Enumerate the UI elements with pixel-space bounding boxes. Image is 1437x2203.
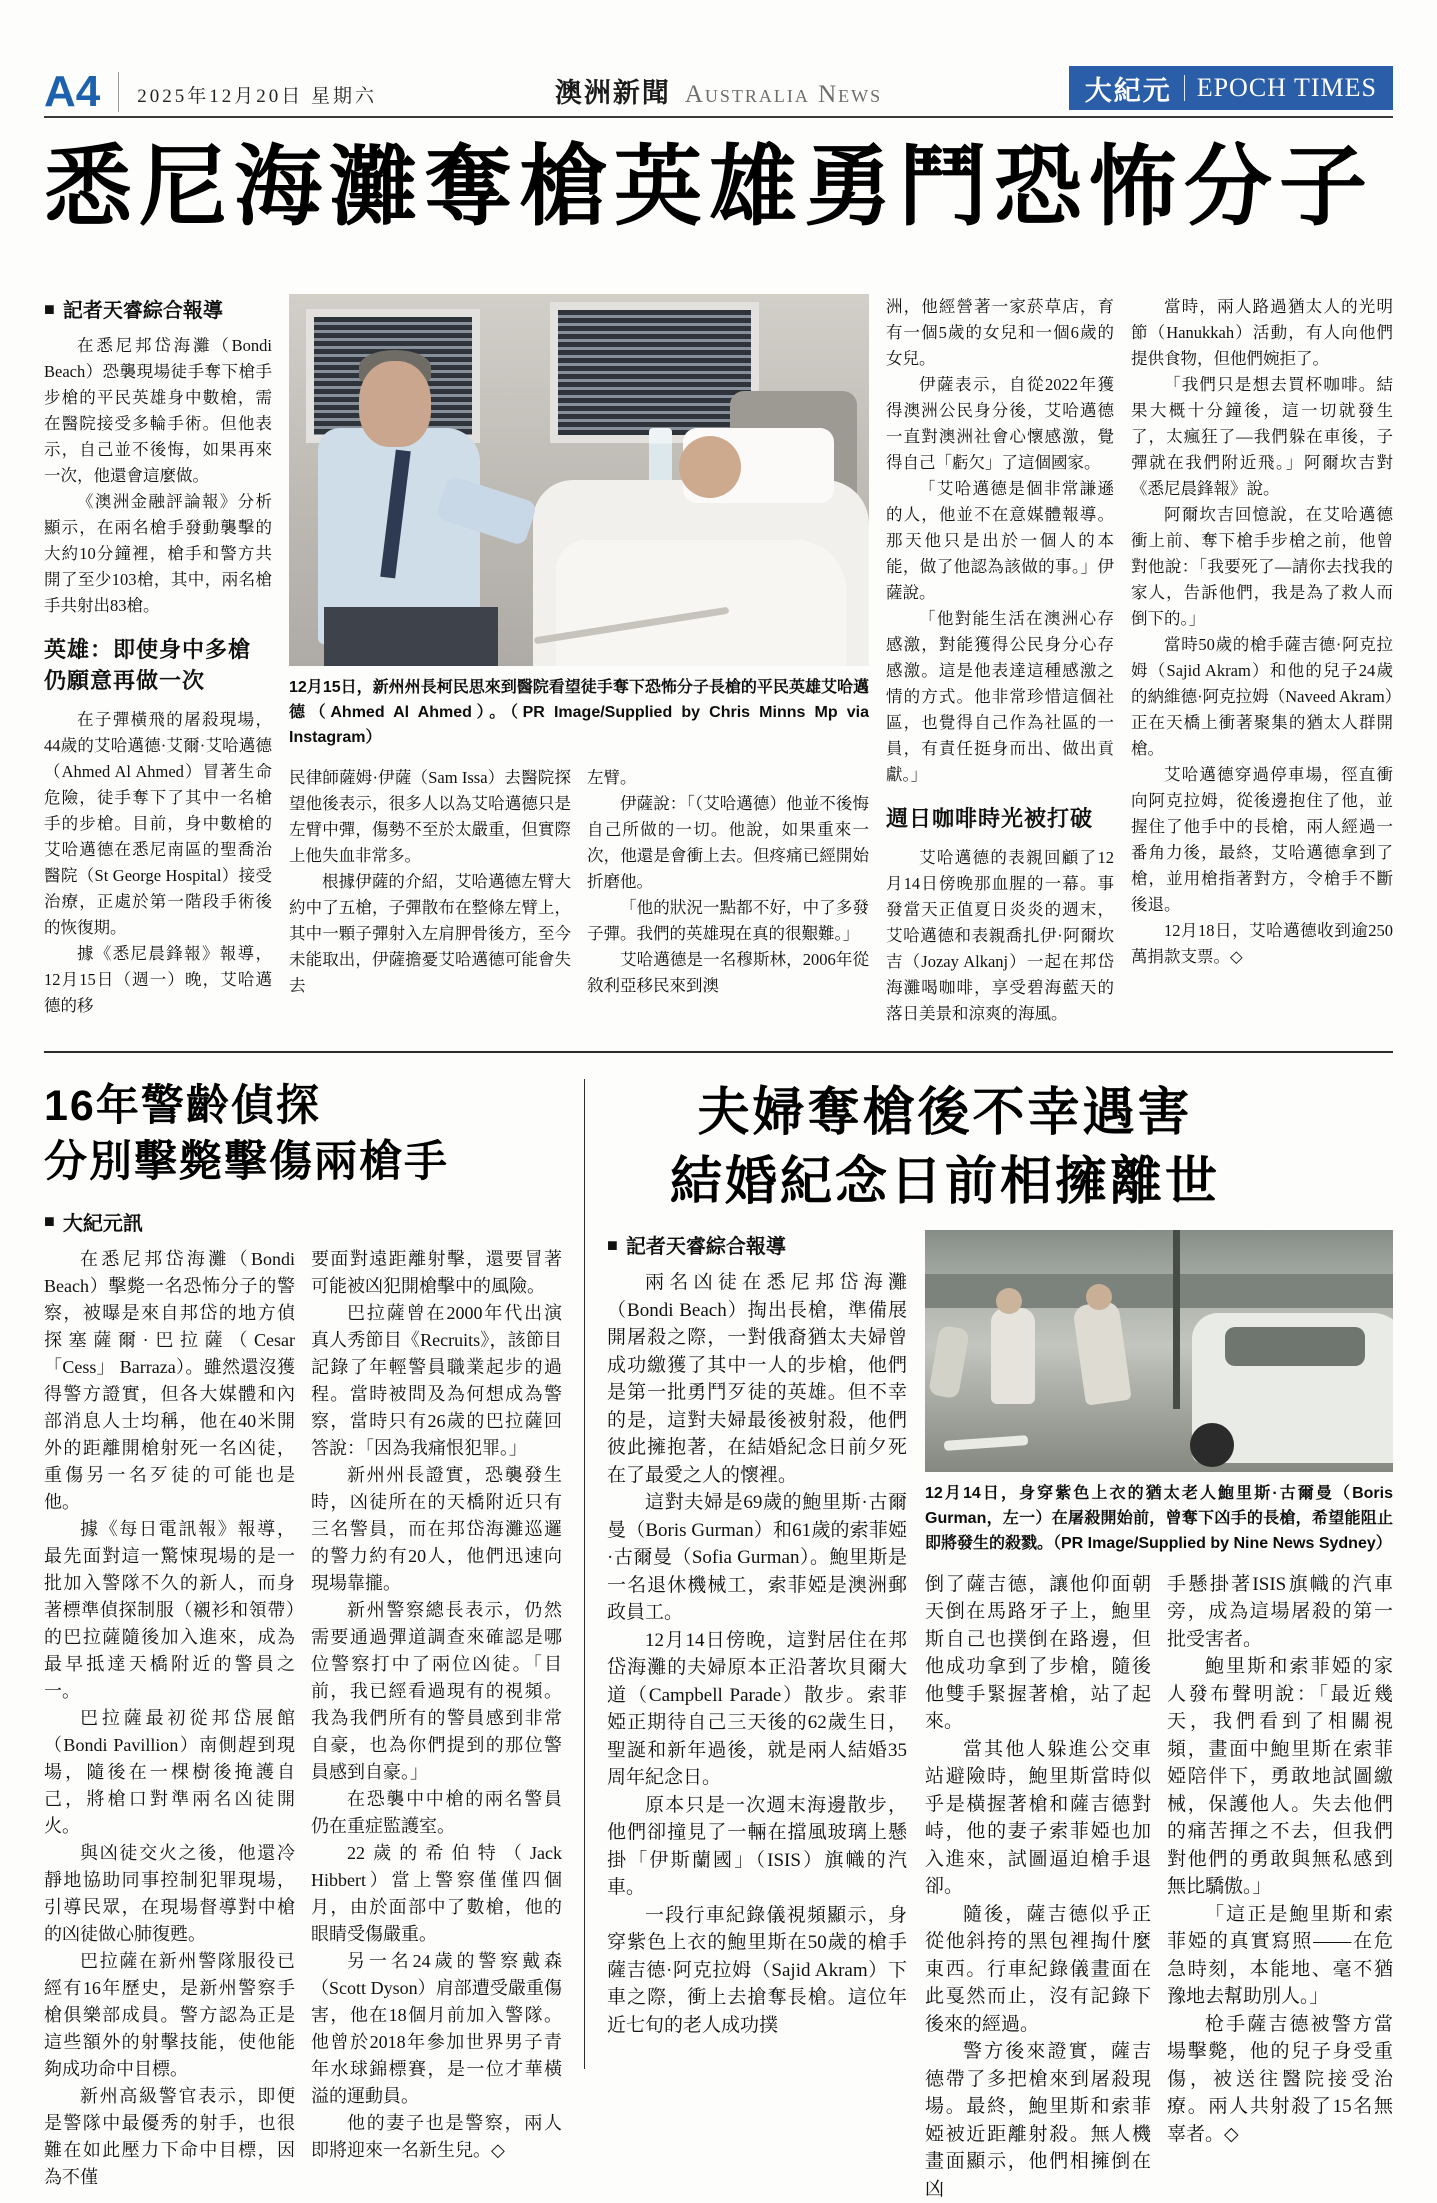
main-article-column-1	[44, 294, 272, 1027]
subhead-line: 仍願意再做一次	[44, 668, 206, 694]
column-text	[607, 1269, 907, 2039]
bottom-section	[44, 1079, 1393, 2200]
paragraph: 他的妻子也是警察，兩人即將迎來一名新生兒。◇	[311, 2112, 562, 2160]
paragraph: 艾哈邁德的表親回顧了12月14日傍晚那血腥的一幕。事發當天正值夏日炎炎的週末，艾哈邁德和表親喬扎伊·阿爾坎吉（Jozay Alkanj）一起在邦岱海灘喝咖啡，享受碧海藍天的落日美景和涼爽的海風。	[886, 848, 1114, 1024]
paragraph: 隨後，薩吉德似乎正從他斜挎的黑包裡掏什麼東西。行車紀錄儀畫面在此戛然而止，沒有記錄下後來的經過。	[925, 1903, 1151, 2035]
paragraph: 在悉尼邦岱海灘（Bondi Beach）恐襲現場徒手奪下槍手步槍的平民英雄身中數槍，需在醫院接受多輪手術。但他表示，自己並不後悔，如果再來一次，他還會這麼做。	[44, 336, 272, 486]
couple-photo-block	[925, 1230, 1393, 2203]
paragraph: 巴拉薩曾在2000年代出演真人秀節目《Recruits》，該節目記錄了年輕警員職業起步的過程。當時被問及為何想成為警察，當時只有26歲的巴拉薩回答說：「因為我痛恨犯罪。」	[311, 1302, 562, 1458]
paragraph: 倒了薩吉德，讓他仰面朝天倒在馬路牙子上，鮑里斯自己也撲倒在路邊，但他成功拿到了步槍，隨後他雙手緊握著槍，站了起來。	[925, 1573, 1151, 1733]
byline	[44, 1207, 562, 1236]
paragraph: 枪手薩吉德被警方當場擊斃，他的兒子身受重傷，被送往醫院接受治療。兩人共射殺了15名無辜者。◇	[1167, 2013, 1393, 2145]
paragraph: 「他對能生活在澳洲心存感激，對能獲得公民身分心存感激。這是他表達這種感激之情的方式。他非常珍惜這個社區，也覺得自己作為社區的一員，有責任挺身而出、做出貢獻。」	[886, 609, 1114, 785]
paragraph: 艾哈邁德穿過停車場，徑直衝向阿克拉姆，從後邊抱住了他，並握住了他手中的長槍，兩人經過一番角力後，最終，艾哈邁德拿到了槍，並用槍指著對方，令槍手不斷後退。	[1131, 765, 1393, 915]
column-text	[886, 845, 1114, 1027]
subhead-line: 英雄：即使身中多槍	[44, 637, 252, 663]
main-article-photo-block	[289, 294, 869, 1027]
photo-shape-car-window	[1225, 1327, 1365, 1366]
street-photo	[925, 1230, 1393, 1472]
column-text	[886, 294, 1114, 788]
article-couple	[585, 1079, 1393, 2200]
page-number: A4	[44, 67, 101, 116]
paragraph: 在悉尼邦岱海灘（Bondi Beach）擊斃一名恐怖分子的警察，被曝是來自邦岱的地方偵探塞薩爾·巴拉薩（Cesar 「Cess」 Barraza）。雖然還沒獲得警方證實，但各大媒體和內部消息人士均稱，他在40米開外的距離開槍射死一名凶徒，重傷另一名歹徒的可能也是他。	[44, 1248, 295, 1512]
byline-text: 記者天睿綜合報導	[62, 300, 223, 323]
paragraph: 阿爾坎吉回憶說，在艾哈邁德衝上前、奪下槍手步槍之前，他曾對他說：「我要死了—請你去找我的家人，告訴他們，我是為了救人而倒下的。」	[1131, 505, 1393, 629]
couple-headline	[607, 1079, 1283, 1216]
byline-text: 記者天睿綜合報導	[625, 1236, 786, 1259]
paragraph: 當其他人躲進公交車站避險時，鮑里斯當時似乎是橫握著槍和薩吉德對峙，他的妻子索菲婭也加入進來，試圖逼迫槍手退卻。	[925, 1738, 1151, 1898]
article-detective	[44, 1079, 584, 2187]
page-header	[44, 54, 1393, 118]
paragraph: 12月14日傍晚，這對居住在邦岱海灘的夫婦原本正沿著坎貝爾大道（Campbell Parade）散步。索菲婭正期待自己三天後的62歲生日，聖誕和新年過後，就是兩人結婚35周年紀念日。	[607, 1629, 907, 1789]
section-name-english: Australia News	[684, 81, 883, 108]
column-text	[1131, 294, 1393, 970]
column-text	[44, 333, 272, 619]
paragraph: 「這正是鮑里斯和索菲婭的真實寫照——在危急時刻，本能地、毫不猶豫地去幫助別人。」	[1167, 1903, 1393, 2008]
paragraph: 兩名凶徒在悉尼邦岱海灘（Bondi Beach）掏出長槍，準備展開屠殺之際，一對俄裔猶太夫婦曾成功繳獲了其中一人的步槍，他們是第一批勇鬥歹徒的英雄。但不幸的是，這對夫婦最後被射殺，他們彼此擁抱著，在結婚紀念日前夕死在了最愛之人的懷裡。	[607, 1272, 907, 1486]
column-text	[289, 765, 571, 999]
section-title	[555, 71, 882, 110]
paragraph: 左臂。	[587, 767, 637, 787]
main-article-column-4	[886, 294, 1114, 1027]
paragraph: 伊薩說：「（艾哈邁德）他並不後悔自己所做的一切。他說，如果重來一次，他還是會衝上去。但疼痛已經開始折磨他。	[587, 793, 869, 891]
photo-shape-visitor-head	[359, 361, 431, 447]
subhead-sunday-coffee: 週日咖啡時光被打破	[886, 806, 1094, 832]
paragraph: 一段行車紀錄儀視頻顯示，身穿紫色上衣的鮑里斯在50歲的槍手薩吉德·阿克拉姆（Sajid Akram）下車之際，衝上去搶奪長槍。這位年近七旬的老人成功撲	[607, 1904, 907, 2036]
paragraph: 另一名24歲的警察戴森（Scott Dyson）肩部遭受嚴重傷害，他在18個月前加入警隊。他曾於2018年參加世界男子青年水球錦標賽，是一位才華橫溢的運動員。	[311, 1950, 562, 2106]
hospital-photo-caption: 12月15日，新州州長柯民思來到醫院看望徒手奪下恐怖分子長槍的平民英雄艾哈邁德（Ahmed Al Ahmed）。（PR Image/Supplied by Chris Minns Mp via Instagram）	[289, 679, 869, 746]
paragraph: 這對夫婦是69歲的鮑里斯·古爾曼（Boris Gurman）和61歲的索菲婭·古爾曼（Sofia Gurman）。鮑里斯是一名退休機械工，索菲婭是澳洲郵政員工。	[607, 1492, 907, 1624]
couple-column-1	[607, 1230, 907, 2203]
main-article-column-5	[1131, 294, 1393, 1027]
masthead-divider	[1184, 75, 1185, 101]
detective-columns	[44, 1246, 562, 2191]
paragraph: 據《每日電訊報》報導，最先面對這一驚悚現場的是一批加入警隊不久的新人，而身著標準偵探制服（襯衫和領帶）的巴拉薩隨後加入進來，成為最早抵達天橋附近的警員之一。	[44, 1518, 295, 1701]
date: 2025年12月20日 星期六	[137, 86, 378, 107]
byline-square-icon: ■	[607, 1234, 618, 1255]
column-text	[311, 1246, 562, 2191]
couple-article-row	[607, 1230, 1393, 2203]
column-text	[925, 1571, 1151, 2203]
paragraph: 新州警察總長表示，仍然需要通過彈道調查來確認是哪位警察打中了兩位凶徒。「目前，我已經看過現有的視頻。我為我們所有的警員感到非常自豪，也為你們提到的那位警員感到自豪。」	[311, 1599, 562, 1782]
paragraph: 在子彈橫飛的屠殺現場，44歲的艾哈邁德·艾爾·艾哈邁德（Ahmed Al Ahmed）冒著生命危險，徒手奪下了其中一名槍手的步槍。目前，身中數槍的艾哈邁德在悉尼南區的聖喬治醫院（St George Hospital）接受治療，正處於第一階段手術後的恢復期。	[44, 709, 272, 937]
paragraph: 22歲的希伯特（Jack Hibbert）當上警察僅僅四個月，由於面部中了數槍，他的眼睛受傷嚴重。	[311, 1842, 562, 1944]
paragraph: 巴拉薩在新州警隊服役已經有16年歷史，是新州警察手槍俱樂部成員。警方認為正是這些額外的射擊技能，使他能夠成功命中目標。	[44, 1950, 295, 2079]
section-name-chinese: 澳洲新聞	[554, 78, 671, 108]
paragraph: 伊薩表示，自從2022年獲得澳洲公民身分後，艾哈邁德一直對澳洲社會心懷感激，覺得自己「虧欠」了這個國家。	[886, 375, 1114, 473]
headline-line: 夫婦奪槍後不幸遇害	[697, 1084, 1193, 1143]
masthead-chinese: 大紀元	[1084, 75, 1172, 106]
column-text	[587, 765, 869, 999]
subhead-hero	[44, 635, 272, 697]
paragraph: 洲，他經營著一家菸草店，育有一個5歲的女兒和一個6歲的女兒。	[886, 297, 1114, 369]
column-text	[44, 707, 272, 1019]
masthead-english: EPOCH TIMES	[1196, 73, 1377, 102]
byline	[607, 1230, 907, 1259]
paragraph: 12月18日，艾哈邁德收到逾250萬捐款支票。◇	[1131, 921, 1393, 967]
headline-line: 16年警齡偵探	[44, 1082, 321, 1131]
under-photo-columns	[289, 765, 869, 999]
paragraph: 警方後來證實，薩吉德帶了多把槍來到屠殺現場。最終，鮑里斯和索菲婭被近距離射殺。無人機畫面顯示，他們相擁倒在凶	[925, 2041, 1151, 2200]
byline	[44, 294, 272, 323]
paragraph: 艾哈邁德是一名穆斯林，2006年從敘利亞移民來到澳	[587, 949, 869, 995]
section-divider-line	[44, 1051, 1393, 1053]
photo-shape-window	[550, 302, 759, 443]
under-photo-columns	[925, 1571, 1393, 2203]
paragraph: 據《悉尼晨鋒報》報導，12月15日（週一）晚，艾哈邁德的移	[44, 943, 272, 1015]
main-headline: 悉尼海灘奪槍英雄勇鬥恐怖分子	[44, 140, 1375, 237]
main-article-columns	[44, 294, 1393, 1027]
masthead-logo	[1069, 66, 1393, 110]
paragraph: 在恐襲中中槍的兩名警員仍在重症監護室。	[311, 1788, 562, 1836]
byline-square-icon: ■	[44, 298, 55, 319]
column-text	[44, 1246, 295, 2191]
paragraph: 根據伊薩的介紹，艾哈邁德左臂大約中了五槍，子彈散布在整條左臂上，其中一顆子彈射入左肩胛骨後方，至今未能取出，伊薩擔憂艾哈邁德可能會失去	[289, 871, 571, 995]
paragraph: 與凶徒交火之後，他還冷靜地協助同事控制犯罪現場，引導民眾，在現場督導對中槍的凶徒做心肺復甦。	[44, 1842, 295, 1944]
headline-line: 分別擊斃擊傷兩槍手	[44, 1137, 449, 1186]
byline-text: 大紀元訊	[62, 1212, 143, 1235]
street-photo-caption: 12月14日，身穿紫色上衣的猶太老人鮑里斯·古爾曼（Boris Gurman，左一）在屠殺開始前，曾奪下凶手的長槍，希望能阻止即將發生的殺戮。（PR Image/Supplied by Nine News Sydney）	[925, 1485, 1393, 1552]
photo-shape-pole	[1173, 1230, 1180, 1409]
hospital-photo	[289, 294, 869, 666]
header-divider	[118, 72, 119, 112]
paragraph: 原本只是一次週末海邊散步，他們卻撞見了一輛在擋風玻璃上懸掛「伊斯蘭國」（ISIS）旗幟的汽車。	[607, 1794, 907, 1899]
photo-shape-patient	[679, 436, 741, 498]
paragraph: 「他的狀況一點都不好，中了多發子彈。我們的英雄現在真的很艱難。」	[587, 897, 869, 943]
byline-square-icon: ■	[44, 1211, 55, 1232]
paragraph: 「艾哈邁德是個非常謙遜的人，他並不在意媒體報導。那天他只是出於一個人的本能，做了他認為該做的事。」伊薩說。	[886, 479, 1114, 603]
headline-line: 結婚紀念日前相擁離世	[669, 1152, 1220, 1211]
paragraph: 當時，兩人路過猶太人的光明節（Hanukkah）活動，有人向他們提供食物，但他們婉拒了。	[1131, 297, 1393, 369]
article-hero-fights-terrorists	[44, 142, 1393, 1027]
paragraph: 當時50歲的槍手薩吉德·阿克拉姆（Sajid Akram）和他的兒子24歲的納維德·阿克拉姆（Naveed Akram）正在天橋上衝著聚集的猶太人群開槍。	[1131, 635, 1393, 759]
paragraph: 《澳洲金融評論報》分析顯示，在兩名槍手發動襲擊的大約10分鐘裡，槍手和警方共開了至少103槍，其中，兩名槍手共射出83槍。	[44, 492, 272, 616]
detective-headline	[44, 1079, 562, 1191]
paragraph: 新州州長證實，恐襲發生時，凶徒所在的天橋附近只有三名警員，而在邦岱海灘巡邏的警力約有20人，他們迅速向現場靠攏。	[311, 1464, 562, 1593]
photo-shape-visitor-legs	[324, 607, 498, 667]
column-text	[1167, 1571, 1393, 2203]
paragraph: 民律師薩姆·伊薩（Sam Issa）去醫院探望他後表示，很多人以為艾哈邁德只是左臂中彈，傷勢不至於太嚴重，但實際上他失血非常多。	[289, 767, 571, 865]
photo-shape-person	[991, 1308, 1035, 1404]
paragraph: 「我們只是想去買杯咖啡。結果大概十分鐘後，這一切就發生了，太瘋狂了—我們躲在車後，子彈就在我們附近飛。」阿爾坎吉對《悉尼晨鋒報》說。	[1131, 375, 1393, 499]
paragraph: 新州高級警官表示，即便是警隊中最優秀的射手，也很難在如此壓力下命中目標，因為不僅	[44, 2085, 295, 2187]
photo-shape-blanket	[556, 540, 846, 666]
photo-shape-person-head	[1086, 1284, 1112, 1310]
paragraph: 巴拉薩最初從邦岱展館（Bondi Pavillion）南側趕到現場，隨後在一棵樹後掩護自己，將槍口對準兩名凶徒開火。	[44, 1707, 295, 1836]
paragraph: 鮑里斯和索菲婭的家人發布聲明說：「最近幾天，我們看到了相關視頻，畫面中鮑里斯在索菲婭陪伴下，勇敢地試圖繳械，保護他人。失去他們的痛苦揮之不去，但我們對他們的勇敢與無私感到無比驕傲。」	[1167, 1656, 1393, 1898]
paragraph: 要面對遠距離射擊，還要冒著可能被凶犯開槍擊中的風險。	[311, 1248, 562, 1296]
paragraph: 手懸掛著ISIS旗幟的汽車旁，成為這場屠殺的第一批受害者。	[1167, 1573, 1393, 1650]
